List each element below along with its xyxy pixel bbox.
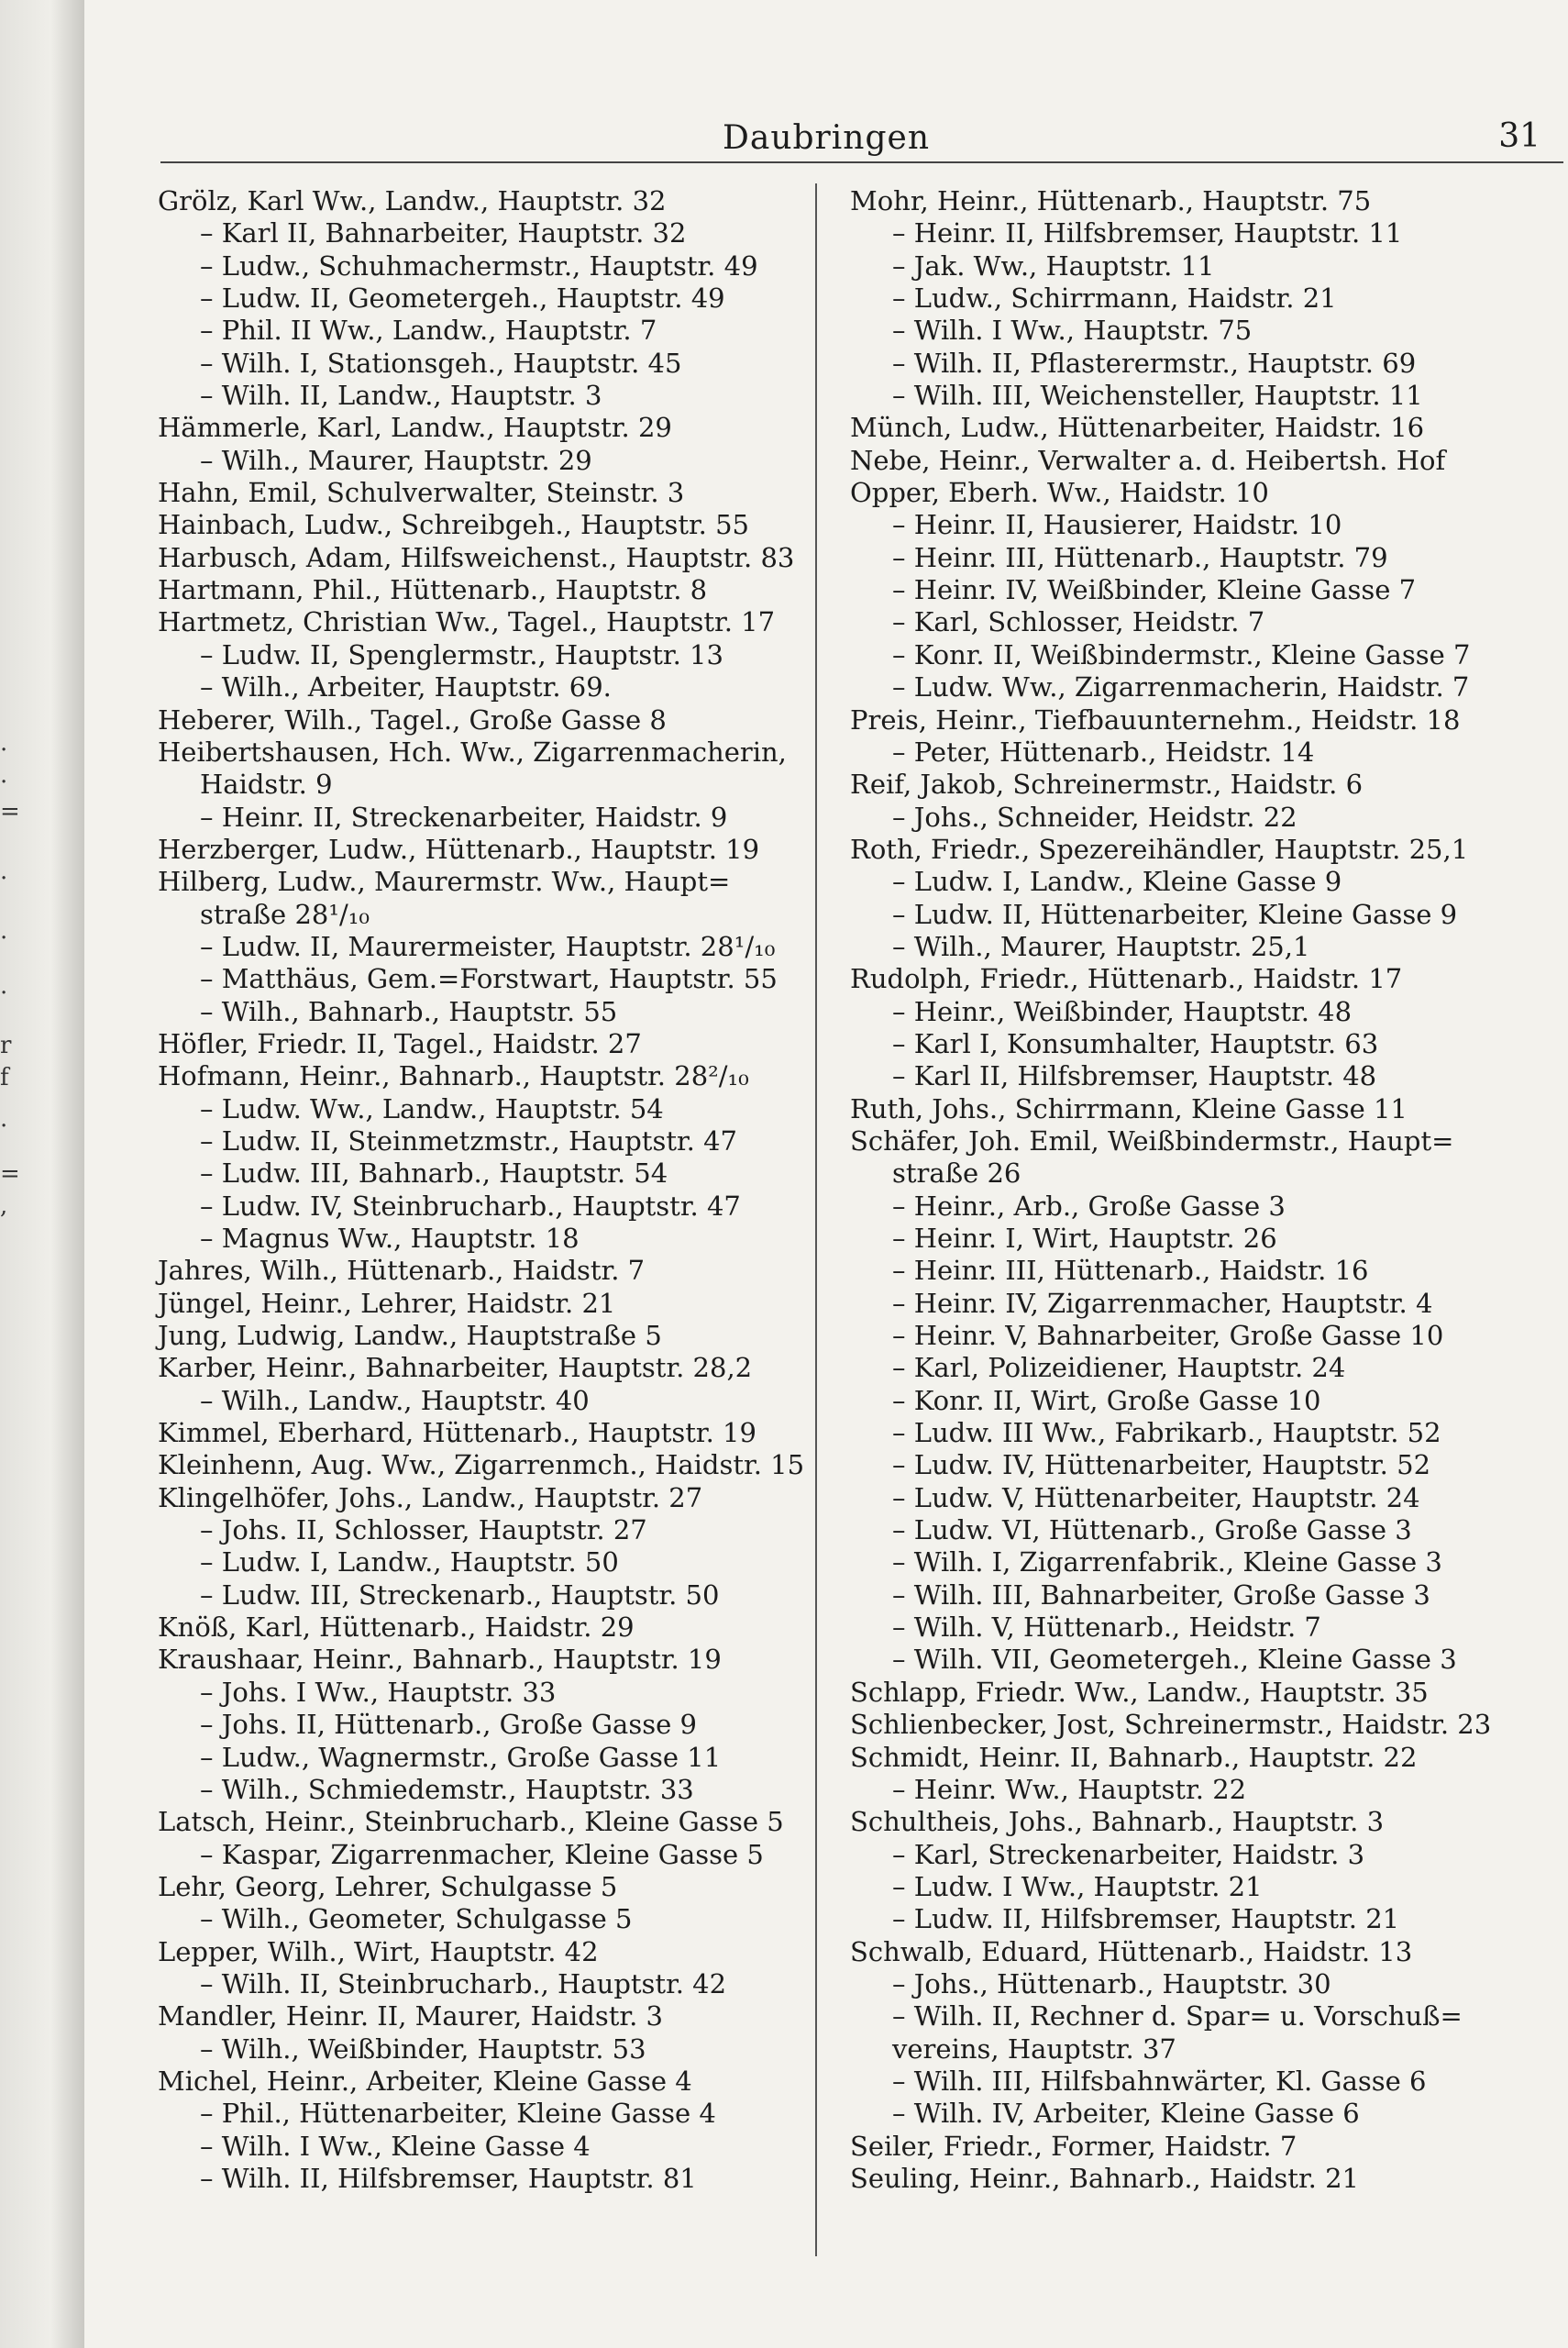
- page-number: 31: [1498, 117, 1540, 155]
- directory-entry: Lepper, Wilh., Wirt, Hauptstr. 42: [158, 1935, 599, 1967]
- directory-entry: Harbusch, Adam, Hilfsweichenst., Hauptstr. 83: [158, 541, 795, 573]
- directory-entry: Rudolph, Friedr., Hüttenarb., Haidstr. 17: [850, 963, 1403, 995]
- directory-entry: – Karl, Streckenarbeiter, Haidstr. 3: [892, 1838, 1365, 1870]
- directory-entry: Hämmerle, Karl, Landw., Hauptstr. 29: [158, 412, 672, 444]
- directory-entry: – Wilh. I Ww., Kleine Gasse 4: [200, 2130, 591, 2162]
- directory-entry: – Phil., Hüttenarbeiter, Kleine Gasse 4: [200, 2098, 716, 2130]
- directory-entry: Schwalb, Eduard, Hüttenarb., Haidstr. 13: [850, 1935, 1413, 1967]
- margin-mark: =: [0, 1160, 20, 1188]
- directory-entry: – Karl I, Konsumhalter, Hauptstr. 63: [892, 1027, 1379, 1059]
- right-column: [850, 185, 1527, 2195]
- directory-entry: Mohr, Heinr., Hüttenarb., Hauptstr. 75: [850, 185, 1372, 216]
- header-rule: [160, 161, 1563, 163]
- directory-entry: Haidstr. 9: [200, 769, 333, 801]
- directory-entry: – Heinr. I, Wirt, Hauptstr. 26: [892, 1223, 1277, 1254]
- directory-entry: – Ludw. II, Hüttenarbeiter, Kleine Gasse 9: [892, 898, 1458, 930]
- directory-entry: Hartmetz, Christian Ww., Tagel., Hauptstr. 17: [158, 606, 776, 638]
- directory-entry: – Ludw. VI, Hüttenarb., Große Gasse 3: [892, 1514, 1412, 1546]
- margin-mark: .: [0, 858, 8, 885]
- directory-entry: – Johs., Hüttenarb., Hauptstr. 30: [892, 1967, 1331, 1999]
- directory-entry: – Matthäus, Gem.=Forstwart, Hauptstr. 55: [200, 963, 778, 995]
- directory-entry: – Ludw. IV, Steinbrucharb., Hauptstr. 47: [200, 1190, 741, 1222]
- directory-entry: Opper, Eberh. Ww., Haidstr. 10: [850, 477, 1269, 509]
- directory-entry: – Heinr. II, Hilfsbremser, Hauptstr. 11: [892, 217, 1403, 249]
- directory-entry: – Kaspar, Zigarrenmacher, Kleine Gasse 5: [200, 1838, 764, 1870]
- directory-entry: Knöß, Karl, Hüttenarb., Haidstr. 29: [158, 1611, 635, 1644]
- directory-entry: – Heinr. V, Bahnarbeiter, Große Gasse 10: [892, 1320, 1444, 1352]
- margin-mark: f: [0, 1064, 9, 1091]
- directory-entry: – Wilh. III, Weichensteller, Hauptstr. 11: [892, 380, 1423, 412]
- directory-entry: straße 28¹/₁₀: [200, 898, 370, 930]
- directory-entry: Kraushaar, Heinr., Bahnarb., Hauptstr. 19: [158, 1644, 722, 1676]
- directory-entry: – Ludw. II, Geometergeh., Hauptstr. 49: [200, 282, 725, 315]
- directory-entry: – Ludw. II, Maurermeister, Hauptstr. 28¹/₁₀: [200, 930, 776, 962]
- directory-entry: Jung, Ludwig, Landw., Hauptstraße 5: [158, 1320, 662, 1352]
- directory-entry: – Heinr. II, Hausierer, Haidstr. 10: [892, 509, 1342, 541]
- directory-entry: – Wilh., Maurer, Hauptstr. 25,1: [892, 930, 1310, 962]
- directory-entry: – Heinr. II, Streckenarbeiter, Haidstr. 9: [200, 801, 728, 833]
- directory-entry: – Ludw. III, Bahnarb., Hauptstr. 54: [200, 1157, 668, 1190]
- directory-entry: Münch, Ludw., Hüttenarbeiter, Haidstr. 16: [850, 412, 1425, 444]
- directory-entry: Kimmel, Eberhard, Hüttenarb., Hauptstr. 19: [158, 1417, 756, 1449]
- directory-entry: Reif, Jakob, Schreinermstr., Haidstr. 6: [850, 769, 1364, 801]
- margin-mark: ,: [0, 1192, 8, 1220]
- directory-entry: – Wilh., Arbeiter, Hauptstr. 69.: [200, 671, 612, 703]
- directory-entry: – Wilh. IV, Arbeiter, Kleine Gasse 6: [892, 2098, 1360, 2130]
- directory-entry: – Johs., Schneider, Heidstr. 22: [892, 801, 1297, 833]
- directory-entry: – Ludw. III Ww., Fabrikarb., Hauptstr. 52: [892, 1417, 1441, 1449]
- directory-entry: – Wilh., Landw., Hauptstr. 40: [200, 1384, 590, 1416]
- directory-entry: Lehr, Georg, Lehrer, Schulgasse 5: [158, 1870, 618, 1902]
- directory-entry: – Wilh. I, Zigarrenfabrik., Kleine Gasse 3: [892, 1546, 1442, 1578]
- directory-entry: – Wilh. V, Hüttenarb., Heidstr. 7: [892, 1611, 1321, 1644]
- directory-entry: – Konr. II, Weißbindermstr., Kleine Gasse 7: [892, 638, 1471, 670]
- directory-entry: Grölz, Karl Ww., Landw., Hauptstr. 32: [158, 185, 667, 216]
- directory-entry: – Wilh. I, Stationsgeh., Hauptstr. 45: [200, 347, 682, 379]
- directory-entry: Michel, Heinr., Arbeiter, Kleine Gasse 4: [158, 2065, 692, 2097]
- directory-entry: – Ludw. II, Steinmetzmstr., Hauptstr. 47: [200, 1124, 738, 1157]
- directory-entry: – Ludw. Ww., Landw., Hauptstr. 54: [200, 1092, 664, 1124]
- directory-entry: Hartmann, Phil., Hüttenarb., Hauptstr. 8: [158, 574, 708, 606]
- directory-entry: Herzberger, Ludw., Hüttenarb., Hauptstr. 19: [158, 833, 760, 865]
- directory-entry: – Ludw., Wagnermstr., Große Gasse 11: [200, 1741, 722, 1773]
- directory-entry: Roth, Friedr., Spezereihändler, Hauptstr. 25,1: [850, 833, 1469, 865]
- margin-mark: r: [0, 1032, 12, 1059]
- directory-entry: – Wilh. II, Hilfsbremser, Hauptstr. 81: [200, 2162, 697, 2194]
- directory-entry: – Jak. Ww., Hauptstr. 11: [892, 249, 1215, 282]
- directory-entry: – Wilh. II, Rechner d. Spar= u. Vorschuß=: [892, 2000, 1463, 2032]
- directory-entry: – Ludw. II, Hilfsbremser, Hauptstr. 21: [892, 1903, 1400, 1935]
- directory-entry: – Ludw. II, Spenglermstr., Hauptstr. 13: [200, 638, 723, 670]
- directory-entry: Hainbach, Ludw., Schreibgeh., Hauptstr. 55: [158, 509, 750, 541]
- directory-entry: vereins, Hauptstr. 37: [892, 2032, 1176, 2065]
- directory-entry: – Phil. II Ww., Landw., Hauptstr. 7: [200, 315, 657, 347]
- directory-entry: Preis, Heinr., Tiefbauunternehm., Heidstr. 18: [850, 703, 1461, 736]
- directory-entry: – Heinr., Weißbinder, Hauptstr. 48: [892, 995, 1353, 1027]
- directory-entry: Jahres, Wilh., Hüttenarb., Haidstr. 7: [158, 1255, 646, 1287]
- directory-page: [84, 0, 1568, 2348]
- directory-entry: – Heinr. IV, Weißbinder, Kleine Gasse 7: [892, 574, 1417, 606]
- directory-entry: Ruth, Johs., Schirrmann, Kleine Gasse 11: [850, 1092, 1408, 1124]
- directory-entry: Schultheis, Johs., Bahnarb., Hauptstr. 3: [850, 1806, 1385, 1838]
- margin-mark: .: [0, 972, 8, 1000]
- directory-entry: Heberer, Wilh., Tagel., Große Gasse 8: [158, 703, 667, 736]
- directory-entry: – Peter, Hüttenarb., Heidstr. 14: [892, 736, 1315, 768]
- directory-entry: Hofmann, Heinr., Bahnarb., Hauptstr. 28²/₁₀: [158, 1060, 749, 1092]
- directory-entry: – Ludw. Ww., Zigarrenmacherin, Haidstr. 7: [892, 671, 1470, 703]
- page-title: Daubringen: [723, 119, 930, 157]
- directory-entry: – Ludw., Schuhmachermstr., Hauptstr. 49: [200, 249, 758, 282]
- directory-entry: – Karl II, Bahnarbeiter, Hauptstr. 32: [200, 217, 687, 249]
- directory-entry: – Wilh. II, Landw., Hauptstr. 3: [200, 380, 602, 412]
- directory-entry: – Wilh., Weißbinder, Hauptstr. 53: [200, 2032, 646, 2065]
- directory-entry: Schlapp, Friedr. Ww., Landw., Hauptstr. 35: [850, 1676, 1429, 1708]
- directory-entry: – Ludw. I, Landw., Kleine Gasse 9: [892, 866, 1342, 898]
- directory-entry: – Wilh. III, Hilfsbahnwärter, Kl. Gasse 6: [892, 2065, 1427, 2097]
- directory-entry: – Ludw. IV, Hüttenarbeiter, Hauptstr. 52: [892, 1449, 1431, 1481]
- directory-entry: Latsch, Heinr., Steinbrucharb., Kleine Gasse 5: [158, 1806, 784, 1838]
- directory-entry: – Johs. I Ww., Hauptstr. 33: [200, 1676, 557, 1708]
- directory-entry: – Magnus Ww., Hauptstr. 18: [200, 1223, 580, 1254]
- directory-entry: – Konr. II, Wirt, Große Gasse 10: [892, 1384, 1321, 1416]
- directory-entry: – Wilh., Bahnarb., Hauptstr. 55: [200, 995, 618, 1027]
- directory-entry: Kleinhenn, Aug. Ww., Zigarrenmch., Haidstr. 15: [158, 1449, 805, 1481]
- directory-entry: – Heinr. III, Hüttenarb., Hauptstr. 79: [892, 541, 1388, 573]
- directory-entry: Seuling, Heinr., Bahnarb., Haidstr. 21: [850, 2162, 1359, 2194]
- directory-entry: Karber, Heinr., Bahnarbeiter, Hauptstr. 28,2: [158, 1352, 753, 1384]
- directory-entry: – Heinr. IV, Zigarrenmacher, Hauptstr. 4: [892, 1287, 1433, 1319]
- directory-entry: – Johs. II, Schlosser, Hauptstr. 27: [200, 1514, 647, 1546]
- directory-entry: – Wilh. II, Steinbrucharb., Hauptstr. 42: [200, 1967, 727, 1999]
- directory-entry: Schlienbecker, Jost, Schreinermstr., Haidstr. 23: [850, 1709, 1492, 1741]
- margin-mark: .: [0, 917, 8, 945]
- directory-entry: – Karl, Polizeidiener, Hauptstr. 24: [892, 1352, 1346, 1384]
- directory-entry: – Ludw. III, Streckenarb., Hauptstr. 50: [200, 1578, 720, 1611]
- directory-entry: – Ludw., Schirrmann, Haidstr. 21: [892, 282, 1337, 315]
- margin-mark: =: [0, 798, 20, 825]
- directory-entry: – Ludw. I Ww., Hauptstr. 21: [892, 1870, 1263, 1902]
- directory-entry: – Ludw. I, Landw., Hauptstr. 50: [200, 1546, 619, 1578]
- directory-entry: Höfler, Friedr. II, Tagel., Haidstr. 27: [158, 1027, 642, 1059]
- directory-entry: – Heinr. Ww., Hauptstr. 22: [892, 1773, 1247, 1805]
- directory-entry: Klingelhöfer, Johs., Landw., Hauptstr. 27: [158, 1481, 703, 1513]
- directory-entry: – Wilh., Schmiedemstr., Hauptstr. 33: [200, 1773, 694, 1805]
- directory-entry: – Karl, Schlosser, Heidstr. 7: [892, 606, 1265, 638]
- directory-entry: – Heinr. III, Hüttenarb., Haidstr. 16: [892, 1255, 1369, 1287]
- directory-entry: Schäfer, Joh. Emil, Weißbindermstr., Haupt=: [850, 1124, 1454, 1157]
- directory-entry: – Heinr., Arb., Große Gasse 3: [892, 1190, 1286, 1222]
- directory-entry: – Johs. II, Hüttenarb., Große Gasse 9: [200, 1709, 697, 1741]
- directory-entry: – Karl II, Hilfsbremser, Hauptstr. 48: [892, 1060, 1377, 1092]
- margin-mark: .: [0, 729, 8, 757]
- directory-entry: – Wilh. II, Pflasterermstr., Hauptstr. 69: [892, 347, 1417, 379]
- directory-entry: Hahn, Emil, Schulverwalter, Steinstr. 3: [158, 477, 685, 509]
- directory-entry: – Wilh., Maurer, Hauptstr. 29: [200, 444, 592, 476]
- directory-entry: – Wilh. I Ww., Hauptstr. 75: [892, 315, 1253, 347]
- directory-entry: Heibertshausen, Hch. Ww., Zigarrenmacherin,: [158, 736, 787, 768]
- directory-entry: Mandler, Heinr. II, Maurer, Haidstr. 3: [158, 2000, 663, 2032]
- directory-entry: – Wilh., Geometer, Schulgasse 5: [200, 1903, 633, 1935]
- directory-entry: Schmidt, Heinr. II, Bahnarb., Hauptstr. 22: [850, 1741, 1418, 1773]
- directory-entry: – Ludw. V, Hüttenarbeiter, Hauptstr. 24: [892, 1481, 1420, 1513]
- left-column: [158, 185, 834, 2195]
- margin-mark: .: [0, 761, 8, 789]
- directory-entry: straße 26: [892, 1157, 1021, 1190]
- directory-entry: Jüngel, Heinr., Lehrer, Haidstr. 21: [158, 1287, 616, 1319]
- directory-entry: Nebe, Heinr., Verwalter a. d. Heibertsh. Hof: [850, 444, 1446, 476]
- directory-entry: – Wilh. III, Bahnarbeiter, Große Gasse 3: [892, 1578, 1430, 1611]
- directory-entry: Hilberg, Ludw., Maurermstr. Ww., Haupt=: [158, 866, 731, 898]
- margin-mark: .: [0, 1105, 8, 1133]
- directory-entry: Seiler, Friedr., Former, Haidstr. 7: [850, 2130, 1297, 2162]
- facing-page-strip: [0, 0, 84, 2348]
- directory-entry: – Wilh. VII, Geometergeh., Kleine Gasse 3: [892, 1644, 1457, 1676]
